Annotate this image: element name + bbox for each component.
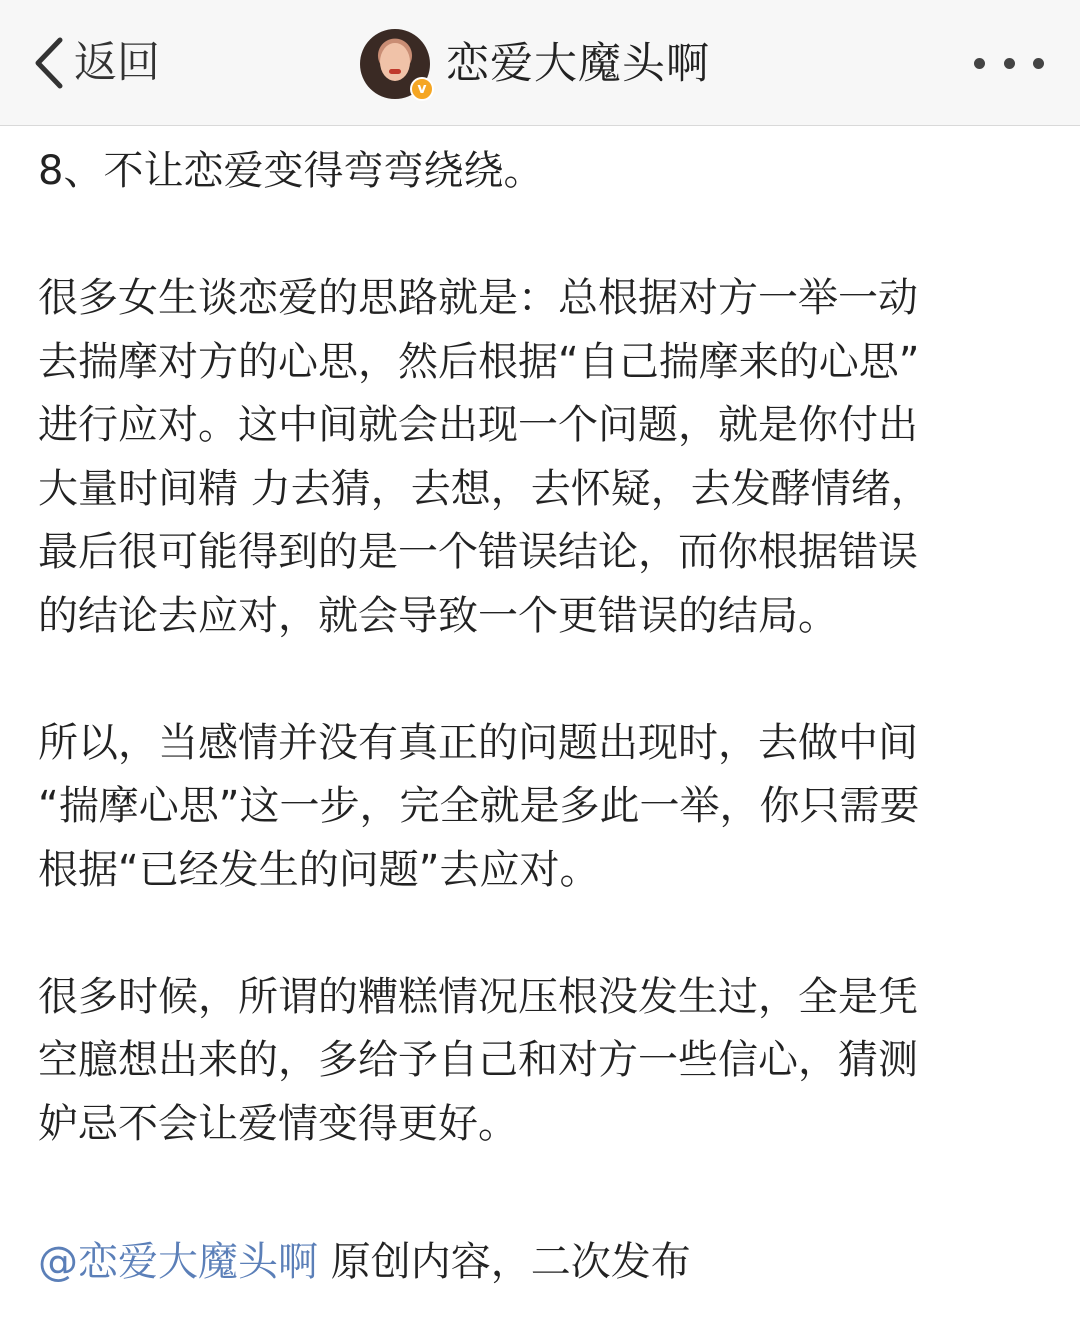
back-button[interactable] [30, 32, 160, 94]
dot [1004, 58, 1015, 69]
dot [974, 58, 985, 69]
more-dots-icon[interactable] [974, 48, 1044, 78]
top-nav-bar [0, 0, 1080, 126]
verified-badge-icon: v [410, 77, 434, 101]
paragraph-spacer [38, 204, 1028, 268]
paragraph-spacer [38, 648, 1028, 712]
chevron-left-icon [30, 34, 66, 92]
paragraph-spacer [38, 902, 1028, 966]
post-body [38, 140, 1028, 1156]
paragraph: 很多女生谈恋爱的思路就是：总根据对方一举一动 去揣摩对方的心思，然后根据“自己揣摩来的心思” 进行应对。这中间就会出现一个问题，就是你付出 大量时间精 力去猜，去想，去怀疑，去发酵情绪， 最后很可能得到的是一个错误结论，而你根据错误 的结论去应对，就会导致一个更错误的结局。 [38, 275, 931, 639]
paragraph-heading: 8、不让恋爱变得弯弯绕绕。 [38, 148, 544, 194]
page-title: 恋爱大魔头啊 [446, 39, 710, 89]
avatar-face [380, 43, 410, 81]
copyright-note: 原创内容，二次发布 [318, 1239, 691, 1285]
back-label: 返回 [74, 38, 160, 88]
paragraph: 所以，当感情并没有真正的问题出现时，去做中间 “揣摩心思”这一步，完全就是多此一举，你只需要 根据“已经发生的问题”去应对。 [38, 719, 920, 893]
author-mention-link[interactable]: @恋爱大魔头啊 [38, 1239, 318, 1285]
post-footer [38, 1231, 1038, 1295]
avatar[interactable] [360, 29, 430, 99]
account-header[interactable] [360, 28, 710, 100]
paragraph: 很多时候，所谓的糟糕情况压根没发生过，全是凭 空臆想出来的，多给予自己和对方一些信心，猜测 妒忌不会让爱情变得更好。 [38, 973, 918, 1147]
dot [1033, 58, 1044, 69]
avatar-lips [389, 69, 401, 74]
